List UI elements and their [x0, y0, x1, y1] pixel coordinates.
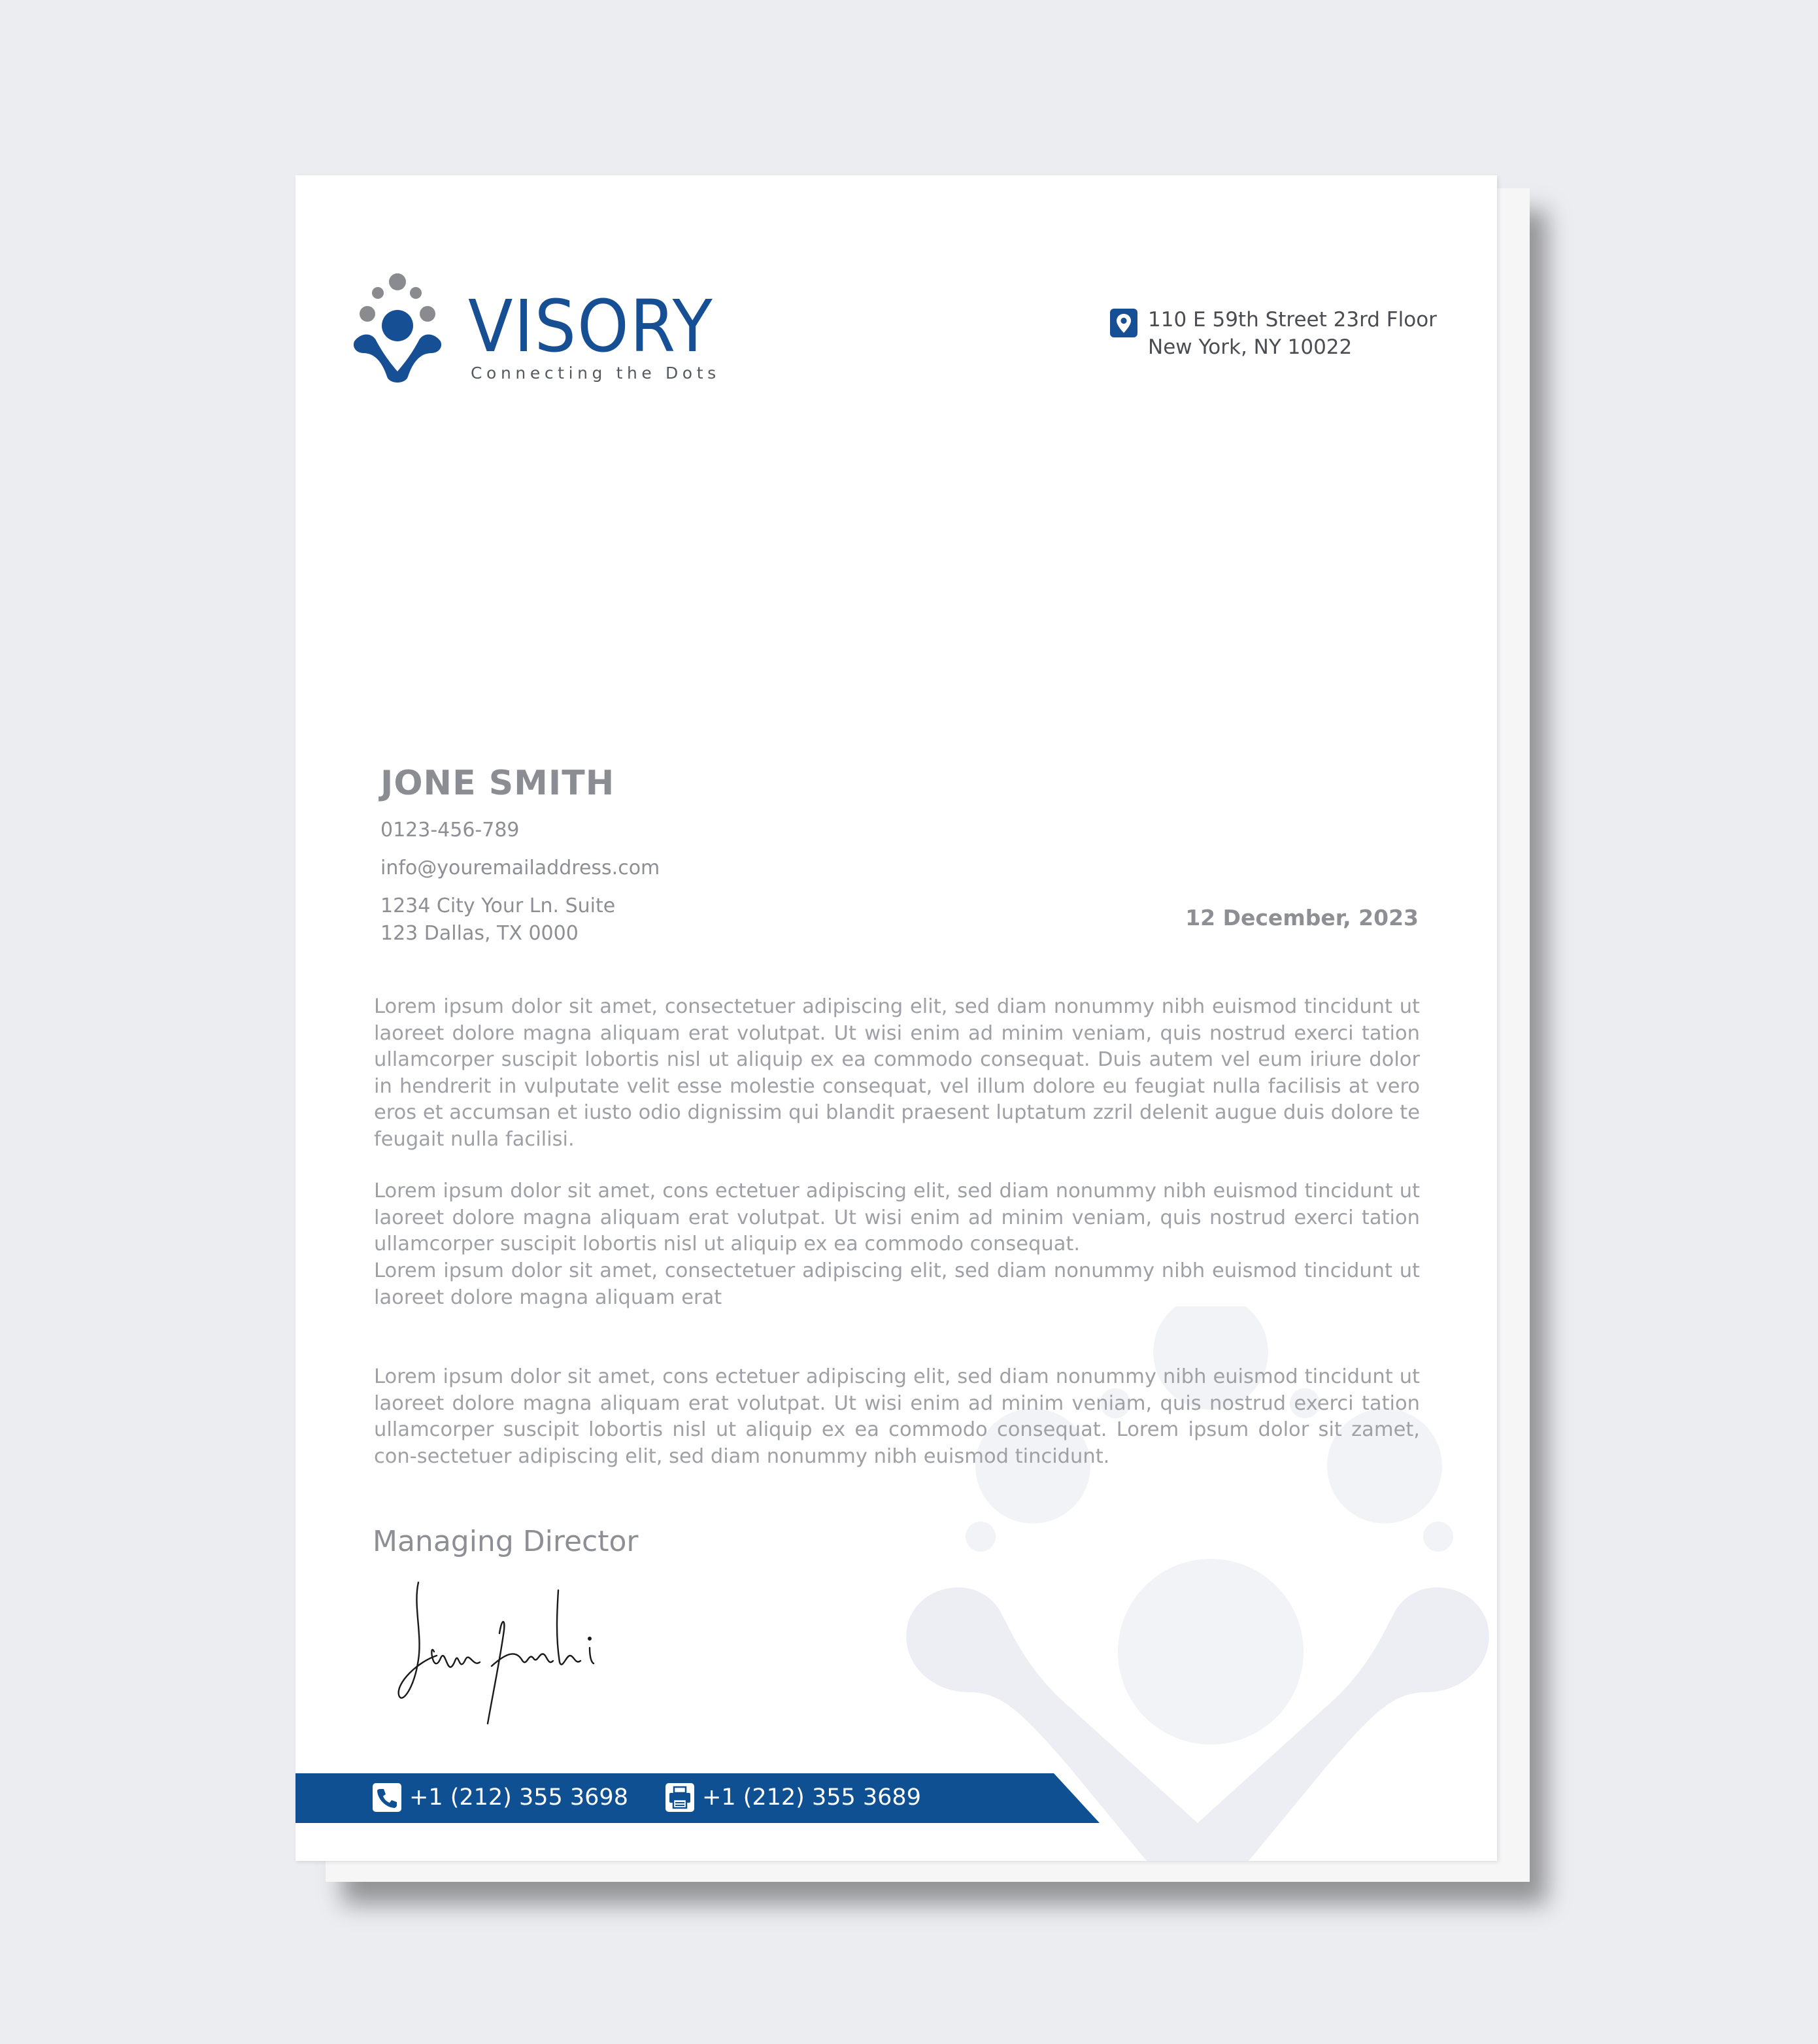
phone-icon	[373, 1783, 401, 1812]
location-pin-icon	[1110, 309, 1137, 337]
footer-phone	[373, 1781, 628, 1814]
fax-printer-icon	[665, 1783, 694, 1812]
sender-name: JONE SMITH	[380, 764, 615, 803]
brand-name: VISORY	[468, 284, 714, 368]
sender-address-line-1: 1234 City Your Ln. Suite	[380, 894, 616, 917]
address-line-1: 110 E 59th Street 23rd Floor	[1148, 308, 1437, 332]
body-paragraph-2b: Lorem ipsum dolor sit amet, consectetuer adipiscing elit, sed diam nonummy nibh euismod tincidunt ut laoreet dolore magna aliquam erat	[374, 1259, 1420, 1309]
body-paragraph-2a: Lorem ipsum dolor sit amet, cons ectetuer adipiscing elit, sed diam nonummy nibh euismod tincidunt ut laoreet dolore magna aliquam erat volutpat. Ut wisi enim ad minim veniam, quis nostrud exerci tation ullamcorper suscipit lobortis nisl ut aliquip ex ea commodo consequat.	[374, 1180, 1420, 1255]
company-address	[1109, 306, 1437, 361]
footer-fax-number: +1 (212) 355 3689	[702, 1784, 921, 1811]
letter-date: 12 December, 2023	[1185, 905, 1419, 930]
body-paragraph-3: Lorem ipsum dolor sit amet, cons ectetuer adipiscing elit, sed diam nonummy nibh euismod tincidunt ut laoreet dolore magna aliquam erat volutpat. Ut wisi enim ad minim veniam, quis nostrud exerci tation ullamcorper suscipit lobortis nisl ut aliquip ex ea commodo consequat. Lorem ipsum dolor sit zamet, con-sectetuer adipiscing elit, sed diam nonummy nibh euismod tincidunt.	[374, 1365, 1420, 1468]
body-paragraph-1: Lorem ipsum dolor sit amet, consectetuer adipiscing elit, sed diam nonummy nibh euismod tincidunt ut laoreet dolore magna aliquam erat volutpat. Ut wisi enim ad minim veniam, quis nostrud exerci tation ullamcorper suscipit lobortis nisl ut aliquip ex ea commodo consequat. Duis autem vel eum iriure dolor in hendrerit in vulputate velit esse molestie consequat, vel illum dolore eu feugiat nulla facilisis at vero eros et accumsan et iusto odio dignissim qui blandit praesent luptatum zzril delenit augue duis dolore te feugait nulla facilisi.	[374, 995, 1420, 1151]
footer-fax	[665, 1781, 921, 1814]
letterhead-page	[295, 175, 1497, 1861]
handwritten-signature	[394, 1578, 616, 1729]
sender-address-line-2: 123 Dallas, TX 0000	[380, 922, 579, 945]
sender-phone: 0123-456-789	[380, 819, 520, 842]
signatory-title: Managing Director	[373, 1525, 639, 1558]
address-line-2: New York, NY 10022	[1148, 335, 1353, 359]
brand-tagline: Connecting the Dots	[471, 364, 720, 383]
sender-email: info@youremailaddress.com	[380, 857, 660, 879]
footer-phone-number: +1 (212) 355 3698	[409, 1784, 628, 1811]
